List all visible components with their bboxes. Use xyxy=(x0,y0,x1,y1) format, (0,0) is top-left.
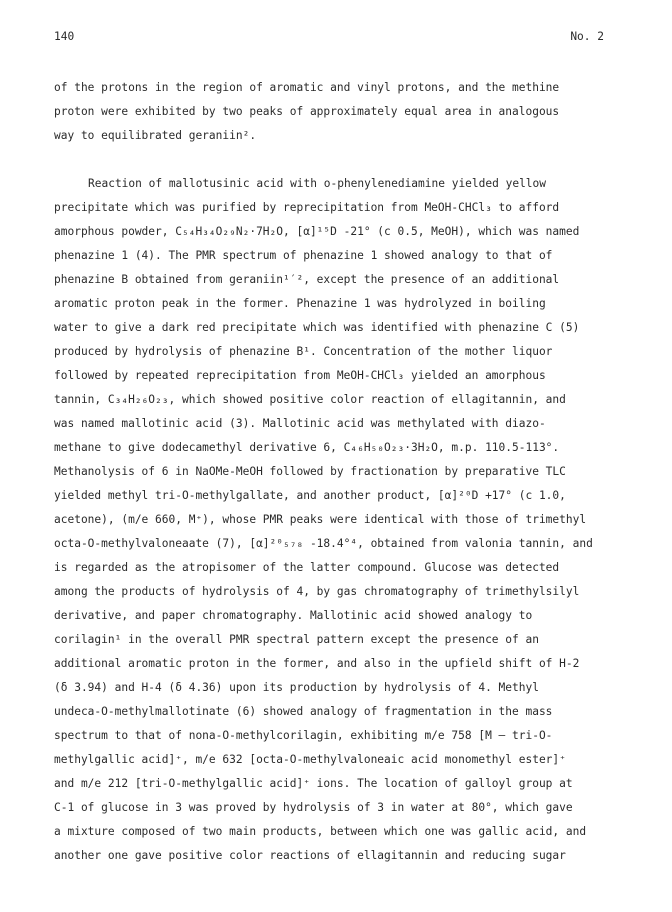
page-number: 140 xyxy=(54,30,75,43)
text-line: of the protons in the region of aromatic and vinyl protons, and the methine xyxy=(54,81,560,94)
text-line: way to equilibrated geraniin². xyxy=(54,129,257,142)
text-line: phenazine B obtained from geraniin¹′², except the presence of an additional xyxy=(54,273,560,286)
text-line: additional aromatic proton in the former, and also in the upfield shift of H-2 xyxy=(54,657,580,670)
text-line: followed by repeated reprecipitation from MeOH-CHCl₃ yielded an amorphous xyxy=(54,369,546,382)
body-text xyxy=(54,76,614,868)
text-line: and m/e 212 [tri-O-methylgallic acid]⁺ ions. The location of galloyl group at xyxy=(54,777,573,790)
page-header xyxy=(54,30,604,46)
paragraph xyxy=(54,76,614,172)
text-line: octa-O-methylvaloneaate (7), [α]²⁰₅₇₈ -18.4°⁴, obtained from valonia tannin, and xyxy=(54,537,593,550)
text-line: water to give a dark red precipitate which was identified with phenazine C (5) xyxy=(54,321,580,334)
text-line: was named mallotinic acid (3). Mallotinic acid was methylated with diazo- xyxy=(54,417,546,430)
text-line: acetone), (m/e 660, M⁺), whose PMR peaks were identical with those of trimethyl xyxy=(54,513,587,526)
text-line: methane to give dodecamethyl derivative 6, C₄₆H₅₀O₂₃·3H₂O, m.p. 110.5-113°. xyxy=(54,441,560,454)
text-line: phenazine 1 (4). The PMR spectrum of phenazine 1 showed analogy to that of xyxy=(54,249,553,262)
text-line: precipitate which was purified by reprecipitation from MeOH-CHCl₃ to afford xyxy=(54,201,560,214)
text-line: Methanolysis of 6 in NaOMe-MeOH followed by fractionation by preparative TLC xyxy=(54,465,566,478)
text-line: produced by hydrolysis of phenazine B¹. Concentration of the mother liquor xyxy=(54,345,553,358)
text-line: aromatic proton peak in the former. Phenazine 1 was hydrolyzed in boiling xyxy=(54,297,546,310)
text-line: corilagin¹ in the overall PMR spectral pattern except the presence of an xyxy=(54,633,539,646)
text-line: proton were exhibited by two peaks of approximately equal area in analogous xyxy=(54,105,560,118)
text-line: among the products of hydrolysis of 4, by gas chromatography of trimethylsilyl xyxy=(54,585,580,598)
paragraph xyxy=(54,172,614,868)
text-line: another one gave positive color reactions of ellagitannin and reducing sugar xyxy=(54,849,566,862)
text-line xyxy=(54,148,614,172)
text-line: methylgallic acid]⁺, m/e 632 [octa-O-methylvaloneaic acid monomethyl ester]⁺ xyxy=(54,753,566,766)
text-line: spectrum to that of nona-O-methylcorilagin, exhibiting m/e 758 [M — tri-O- xyxy=(54,729,553,742)
text-line: Reaction of mallotusinic acid with o-phenylenediamine yielded yellow xyxy=(88,177,547,190)
text-line: undeca-O-methylmallotinate (6) showed analogy of fragmentation in the mass xyxy=(54,705,553,718)
text-line: C-1 of glucose in 3 was proved by hydrolysis of 3 in water at 80°, which gave xyxy=(54,801,573,814)
text-line: amorphous powder, C₅₄H₃₄O₂₉N₂·7H₂O, [α]¹⁵D -21° (c 0.5, MeOH), which was named xyxy=(54,225,580,238)
text-line: yielded methyl tri-O-methylgallate, and another product, [α]²⁰D +17° (c 1.0, xyxy=(54,489,566,502)
text-line: is regarded as the atropisomer of the latter compound. Glucose was detected xyxy=(54,561,560,574)
text-line: (δ 3.94) and H-4 (δ 4.36) upon its production by hydrolysis of 4. Methyl xyxy=(54,681,539,694)
text-line: tannin, C₃₄H₂₆O₂₃, which showed positive color reaction of ellagitannin, and xyxy=(54,393,566,406)
issue-number: No. 2 xyxy=(570,30,604,43)
text-line: a mixture composed of two main products, between which one was gallic acid, and xyxy=(54,825,587,838)
text-line: derivative, and paper chromatography. Mallotinic acid showed analogy to xyxy=(54,609,533,622)
